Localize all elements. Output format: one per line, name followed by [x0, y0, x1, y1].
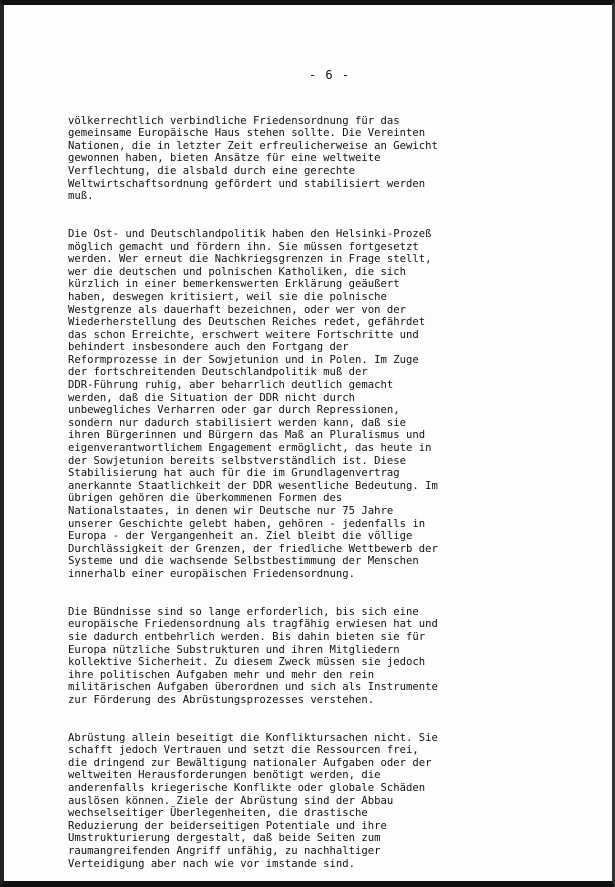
text-line: unbewegliches Verharren oder gar durch Repressionen,	[68, 404, 400, 417]
text-line: europäische Friedensordnung als tragfähig erwiesen hat und	[68, 618, 438, 631]
text-line: militärischen Aufgaben überordnen und sich als Instrumente	[68, 681, 438, 694]
text-line: ihre politischen Aufgaben mehr und mehr den rein	[68, 668, 375, 681]
text-line: raumangreifenden Angriff unfähig, zu nachhaltiger	[68, 845, 381, 858]
text-line: Reformprozesse in der Sowjetunion und in Polen. Im Zuge	[68, 353, 419, 366]
text-line: Wiederherstellung des Deutschen Reiches redet, gefährdet	[68, 316, 426, 329]
text-line: das schon Erreichte, erschwert weitere Fortschritte und	[68, 328, 419, 341]
page-number: - 6 -	[308, 68, 351, 82]
text-line: anerkannte Staatlichkeit der DDR wesentliche Bedeutung. Im	[68, 479, 438, 492]
text-line: kürzlich in einer bemerkenswerten Erklärung geäußert	[68, 278, 400, 291]
text-line: Nationen, die in letzter Zeit erfreulicherweise an Gewicht	[68, 139, 438, 152]
text-line: Westgrenze als dauerhaft bezeichnen, oder wer von der	[68, 303, 407, 316]
text-line: anderenfalls kriegerische Konflikte oder globale Schäden	[68, 782, 426, 795]
text-line: Umstrukturierung dergestalt, daß beide Seiten zum	[68, 832, 381, 845]
text-line: Durchlässigkeit der Grenzen, der friedliche Wettbewerb der	[68, 542, 438, 555]
text-line: Stabilisierung hat auch für die im Grundlagenvertrag	[68, 467, 400, 480]
text-line: ihren Bürgerinnen und Bürgern das Maß an Pluralismus und	[68, 429, 426, 442]
text-line: Verflechtung, die alsbald durch eine gerechte	[68, 164, 356, 177]
text-line: weltweiten Herausforderungen benötigt werden, die	[68, 769, 381, 782]
text-line: Europa nützliche Substrukturen und ihren Mitgliedern	[68, 643, 400, 656]
text-line: muß.	[68, 190, 94, 203]
paragraph	[68, 593, 588, 706]
text-line: kollektive Sicherheit. Zu diesem Zweck müssen sie jedoch	[68, 656, 426, 669]
text-line: sondern nur dadurch stabilisiert werden kann, daß sie	[68, 416, 407, 429]
text-line: zur Förderung des Abrüstungsprozesses verstehen.	[68, 693, 375, 706]
text-line: Nationalstaates, in denen wir Deutsche nur 75 Jahre	[68, 505, 394, 517]
text-line: übrigen gehören die überkommenen Formen des	[68, 492, 343, 505]
text-line: Die Ost- und Deutschlandpolitik haben den Helsinki-Prozeß	[68, 227, 432, 240]
text-line: gewonnen haben, bieten Ansätze für eine weltweite	[68, 152, 381, 165]
text-line: werden, daß die Situation der DDR nicht durch	[68, 391, 356, 404]
text-line: der Sowjetunion bereits selbstverständlich ist. Diese	[68, 454, 407, 467]
document-body	[68, 102, 588, 883]
text-line: gemeinsame Europäische Haus stehen sollte. Die Vereinten	[68, 127, 426, 140]
text-line: auslösen können. Ziele der Abrüstung sind der Abbau	[68, 794, 394, 807]
text-line: Die Bündnisse sind so lange erforderlich, bis sich eine	[68, 605, 419, 618]
text-line: unserer Geschichte gelebt haben, gehören - jedenfalls in	[68, 517, 426, 530]
text-line: werden. Wer erneut die Nachkriegsgrenzen in Frage stellt,	[68, 253, 432, 266]
paragraph	[68, 719, 588, 870]
text-line: behindert insbesondere auch den Fortgang der	[68, 341, 349, 354]
text-line: Verteidigung aber nach wie vor imstande sind.	[68, 857, 356, 870]
text-line: sie dadurch entbehrlich werden. Bis dahin bieten sie für	[68, 630, 426, 643]
text-line: DDR-Führung ruhig, aber beharrlich deutlich gemacht	[68, 379, 394, 392]
paragraph	[68, 215, 588, 580]
text-line: die dringend zur Bewältigung nationaler Aufgaben oder der	[68, 756, 432, 769]
text-line: wechselseitiger Überlegenheiten, die drastische	[68, 807, 368, 820]
text-line: haben, deswegen kritisiert, weil sie die polnische	[68, 290, 387, 303]
paragraph	[68, 102, 588, 203]
text-line: Systeme und die wachsende Selbstbestimmung der Menschen	[68, 555, 419, 568]
text-line: wer die deutschen und polnischen Katholiken, die sich	[68, 265, 407, 278]
text-line: innerhalb einer europäischen Friedensordnung.	[68, 567, 356, 580]
text-line: schafft jedoch Vertrauen und setzt die Ressourcen frei,	[68, 744, 419, 757]
text-line: Weltwirtschaftsordnung gefördert und stabilisiert werden	[68, 177, 426, 190]
text-line: Abrüstung allein beseitigt die Konfliktursachen nicht. Sie	[68, 731, 438, 744]
text-line: möglich gemacht und fördern ihn. Sie müssen fortgesetzt	[68, 240, 419, 253]
text-line: Europa - der Vergangenheit an. Ziel bleibt die völlige	[68, 530, 413, 543]
text-line: völkerrechtlich verbindliche Friedensordnung für das	[68, 114, 400, 127]
text-line: eigenverantwortlichem Engagement ermöglicht, das heute in	[68, 442, 432, 455]
text-line: Reduzierung der beiderseitigen Potentiale und ihre	[68, 819, 387, 832]
text-line: der fortschreitenden Deutschlandpolitik muß der	[68, 366, 368, 379]
